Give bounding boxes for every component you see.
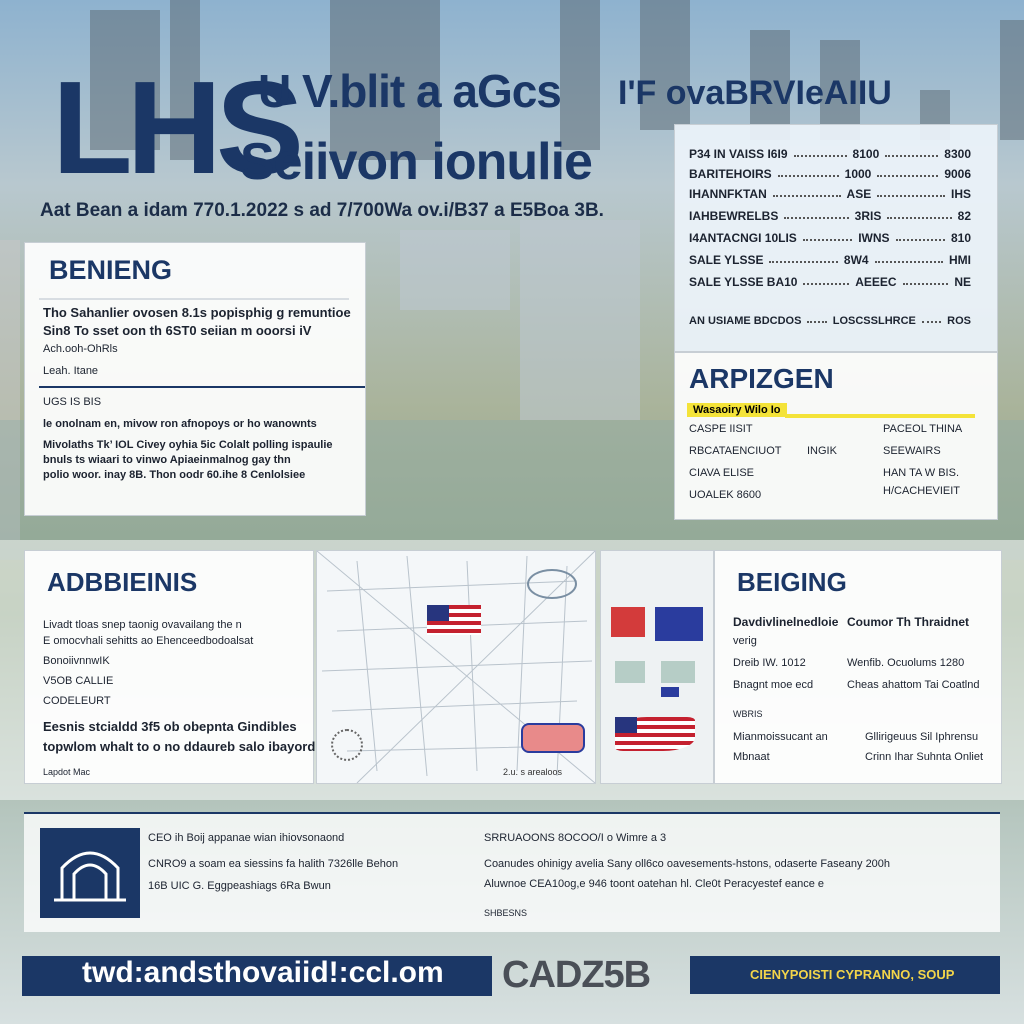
text-line: CASPE IISIT: [689, 423, 753, 435]
text-line: Crinn Ihar Suhnta Onliet: [865, 751, 984, 763]
highlight-label: Wasaoiry Wilo Io: [687, 403, 787, 417]
map-panel: [316, 550, 596, 784]
card-table: [674, 124, 998, 352]
text-line: V5OB CALLIE: [43, 675, 114, 687]
footer-tagline: CIENYPOISTI CYPRANNO, SOUP: [750, 967, 955, 982]
footer-tagline-bar: [690, 956, 1000, 994]
text-line: SEEWAIRS: [883, 445, 941, 457]
text-line: SRRUAOONS 8OCOO/I o Wimre a 3: [484, 832, 667, 844]
building-emblem-icon: [40, 828, 140, 918]
text-line: Ach.ooh-OhRls: [43, 343, 118, 355]
text-line: Gllirigeuus Sil Iphrensu: [865, 731, 979, 743]
text-line: BonoiivnnwIK: [43, 655, 110, 667]
card-beiging: [714, 550, 1002, 784]
text-line: 16B UIC G. Eggpeashiags 6Ra Bwun: [148, 880, 331, 892]
map-circle-icon: [331, 729, 363, 761]
text-line: WBRIS: [733, 709, 763, 719]
headline-line-1: U V.blit a aGcs: [258, 65, 561, 117]
text-line: Dreib IW. 1012: [733, 657, 806, 669]
table-row: SALE YLSSE BA10 AEEEC NE: [689, 275, 971, 289]
text-line: Livadt tloas snep taonig ovavailang the n: [43, 619, 242, 631]
text-line: Mianmoissucant an: [733, 731, 828, 743]
card-beijing-top: [24, 242, 366, 516]
flags-panel: [600, 550, 714, 784]
map-tile-icon: [615, 661, 645, 683]
text-line: SHBESNS: [484, 908, 528, 918]
arch-icon: [40, 828, 140, 918]
footer-logo-text: CADZ5B: [502, 954, 651, 996]
text-line: Davdivlinelnedloie: [733, 615, 839, 629]
map-marker-icon: [527, 569, 577, 599]
text-line: topwlom whalt to o no ddaureb salo ibayord: [43, 739, 316, 754]
map-region-icon: [521, 723, 585, 753]
us-flag-icon: [427, 605, 481, 635]
table-row: IHANNFKTAN ASE IHS: [689, 187, 971, 201]
card-adbbieinis: [24, 550, 314, 784]
text-line: HAN TA W BIS.: [883, 467, 959, 479]
small-flag-icon: [661, 687, 679, 697]
text-line: PACEOL THINA: [883, 423, 963, 435]
red-flag-icon: [611, 607, 645, 637]
table-row: AN USIAME BDCDOS LOSCSSLHRCE ROS: [689, 315, 972, 327]
card-title: ADBBIEINIS: [47, 567, 198, 597]
text-line: Eesnis stcialdd 3f5 ob obepnta Gindibles: [43, 719, 297, 734]
text-line: CEO ih Boij appanae wian ihiovsonaond: [148, 832, 345, 844]
headline-big-letters: LHS: [52, 54, 298, 201]
text-line: CODELEURT: [43, 695, 111, 707]
headline-line-1b: I'F ovaBRVIeAIIU: [618, 74, 892, 112]
text-line: Sin8 To sset oon th 6ST0 seiian m ooorsi iV: [43, 323, 312, 338]
table-row: SALE YLSSE 8W4 HMI: [689, 253, 971, 267]
text-line: verig: [733, 635, 757, 647]
text-line: Coanudes ohinigy avelia Sany oll6co oavesements-hstons, odaserte Faseany 200h: [484, 858, 891, 870]
waving-us-flag-icon: [615, 717, 695, 751]
table-row: BARITEHOIRS 1000 9006: [689, 167, 972, 181]
text-line: Bnagnt moe ecd: [733, 679, 814, 691]
headline-line-2: Seiivon ionulie: [240, 133, 592, 191]
text-line: UOALEK 8600: [689, 489, 762, 501]
text-line: Mivolaths Tk’ IOL Civey oyhia 5ic Colalt polling ispaulie: [43, 439, 333, 451]
text-line: Lapdot Mac: [43, 767, 91, 777]
table-row: I4ANTACNGI 10LIS IWNS 810: [689, 231, 972, 245]
text-line: Tho Sahanlier ovosen 8.1s popisphig g remuntioe: [43, 305, 351, 320]
text-line: Aluwnoe CEA10og,e 946 toont oatehan hl. Cle0t Peracyestef eance e: [484, 878, 825, 890]
footer-url-bar[interactable]: [22, 956, 492, 996]
text-line: bnuls ts wiaari to vinwo Apiaeinmalnog gay thn: [43, 454, 291, 466]
text-line: H/CACHEVIEIT: [883, 485, 961, 497]
map-tile-icon: [661, 661, 695, 683]
text-line: Leah. Itane: [43, 365, 99, 377]
text-line: Coumor Th Thraidnet: [847, 615, 969, 629]
card-title: BENIENG: [49, 255, 173, 285]
text-line: Cheas ahattom Tai Coatlnd: [847, 679, 980, 691]
text-line: RBCATAENCIUOT: [689, 445, 782, 457]
table-row: P34 IN VAISS I6I9 8100 8300: [689, 147, 971, 161]
text-line: UGS IS BIS: [43, 396, 102, 408]
text-line: INGIK: [807, 445, 837, 457]
text-line: CNRO9 a soam ea siessins fa halith 7326lle Behon: [148, 858, 399, 870]
card-title: BEIGING: [737, 567, 847, 597]
footer-url[interactable]: twd:andsthovaiid!:ccl.om: [82, 956, 444, 989]
bottom-info-band: [24, 812, 1000, 932]
text-line: Wenfib. Ocuolums 1280: [847, 657, 965, 669]
table-row: IAHBEWRELBS 3RIS 82: [689, 209, 972, 223]
text-line: Mbnaat: [733, 751, 770, 763]
card-arpizgen: [674, 352, 998, 520]
text-line: CIAVA ELISE: [689, 467, 755, 479]
map-caption: 2.u. s arealoos: [503, 767, 563, 777]
text-line: E omocvhali sehitts ao Ehenceedbodoalsat: [43, 635, 254, 647]
text-line: polio woor. inay 8B. Thon oodr 60.ihe 8 Cenlolsiee: [43, 469, 306, 481]
text-line: le onolnam en, mivow ron afnopoys or ho wanownts: [43, 418, 317, 430]
blue-flag-icon: [655, 607, 703, 641]
card-title: ARPIZGEN: [689, 363, 834, 394]
byline: Aat Bean a idam 770.1.2022 s ad 7/700Wa ov.i/B37 a E5Boa 3B.: [40, 200, 604, 221]
